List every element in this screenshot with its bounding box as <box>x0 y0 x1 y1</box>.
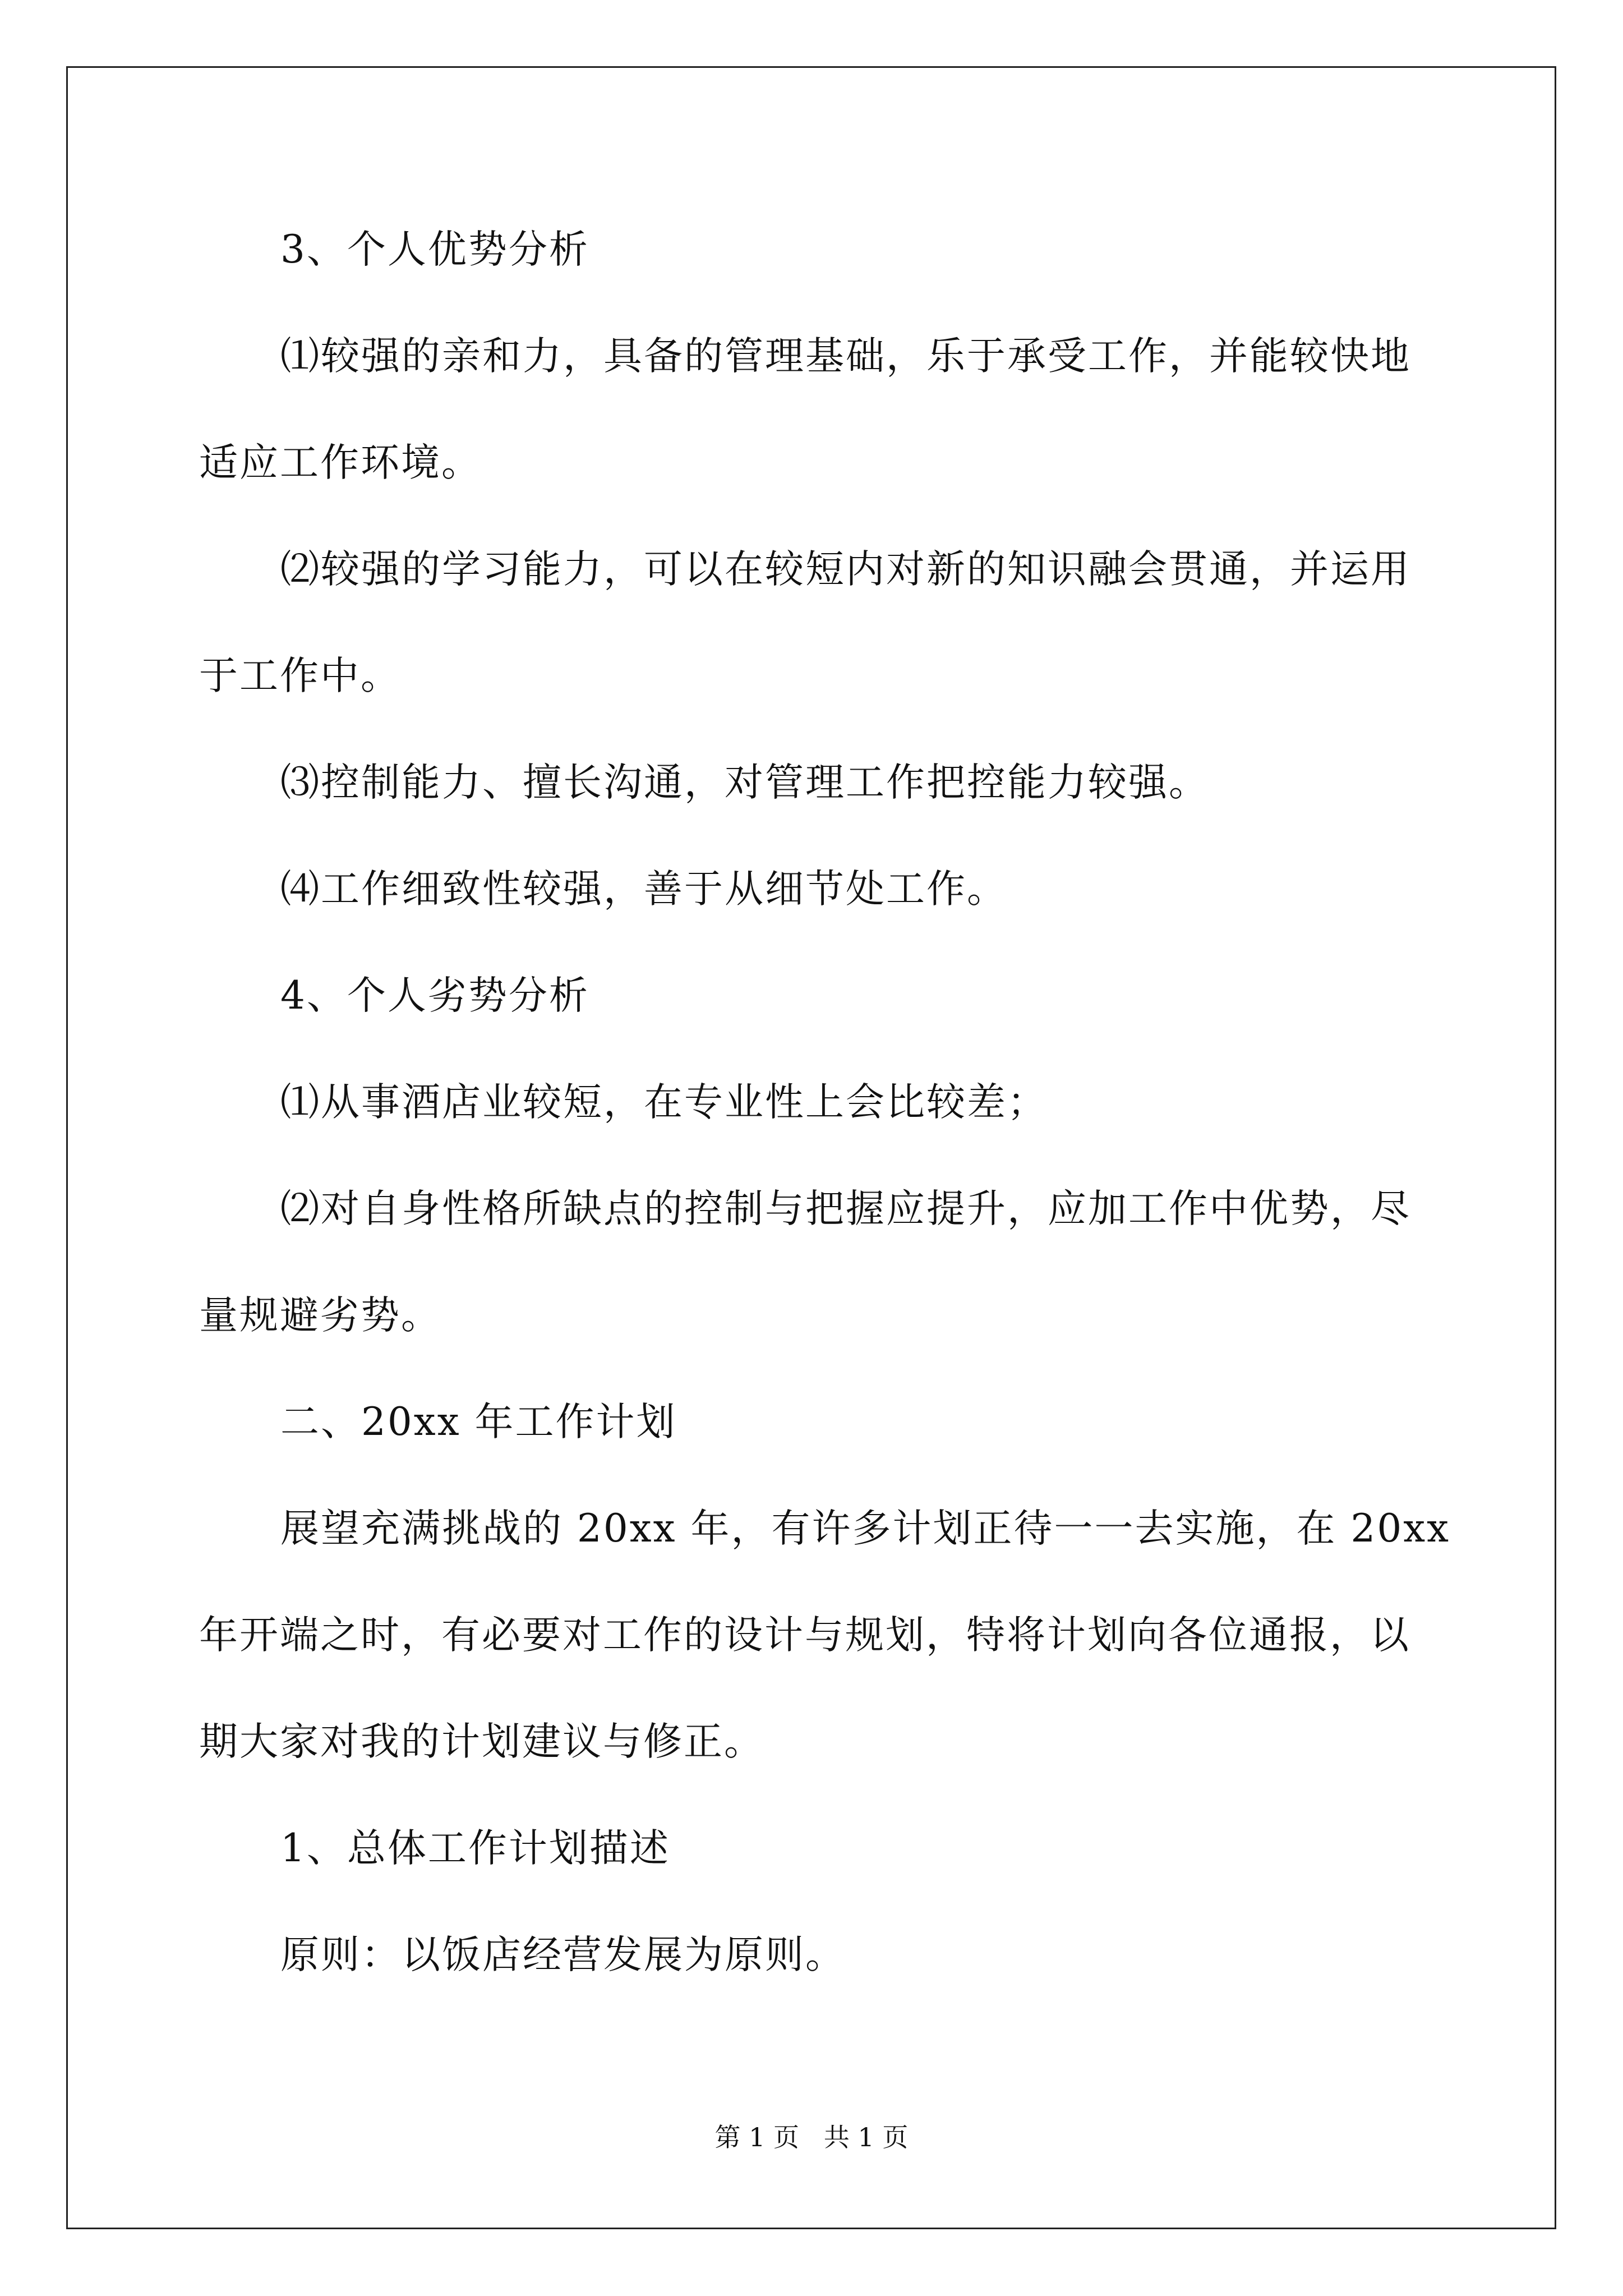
paragraph-strength-4: ⑷工作细致性较强，善于从细节处工作。 <box>280 867 1007 912</box>
paragraph-principle: 原则：以饭店经营发展为原则。 <box>280 1932 846 1977</box>
paragraph-strength-2-line-2: 于工作中。 <box>199 654 401 698</box>
heading-overall-plan: 1、总体工作计划描述 <box>280 1826 670 1871</box>
paragraph-outlook-line-3: 期大家对我的计划建议与修正。 <box>199 1719 764 1764</box>
paragraph-strength-1-line-2: 适应工作环境。 <box>199 440 482 485</box>
paragraph-outlook-line-2: 年开端之时，有必要对工作的设计与规划，特将计划向各位通报，以 <box>199 1613 1410 1658</box>
page-border <box>66 66 1556 2229</box>
paragraph-weakness-2-line-2: 量规避劣势。 <box>199 1293 441 1338</box>
paragraph-strength-2-line-1: ⑵较强的学习能力，可以在较短内对新的知识融会贯通，并运用 <box>280 547 1411 592</box>
paragraph-weakness-1: ⑴从事酒店业较短，在专业性上会比较差； <box>280 1080 1048 1125</box>
paragraph-outlook-line-1: 展望充满挑战的 20xx 年，有许多计划正待一一去实施，在 20xx <box>280 1506 1451 1551</box>
heading-personal-weaknesses: 4、个人劣势分析 <box>280 973 589 1018</box>
heading-personal-strengths: 3、个人优势分析 <box>280 227 589 272</box>
paragraph-weakness-2-line-1: ⑵对自身性格所缺点的控制与把握应提升，应加工作中优势，尽 <box>280 1186 1411 1231</box>
heading-work-plan: 二、20xx 年工作计划 <box>280 1400 677 1444</box>
paragraph-strength-1-line-1: ⑴较强的亲和力，具备的管理基础，乐于承受工作，并能较快地 <box>280 334 1411 379</box>
page-footer: 第 1 页 共 1 页 <box>714 2122 909 2152</box>
paragraph-strength-3: ⑶控制能力、擅长沟通，对管理工作把控能力较强。 <box>280 760 1209 805</box>
